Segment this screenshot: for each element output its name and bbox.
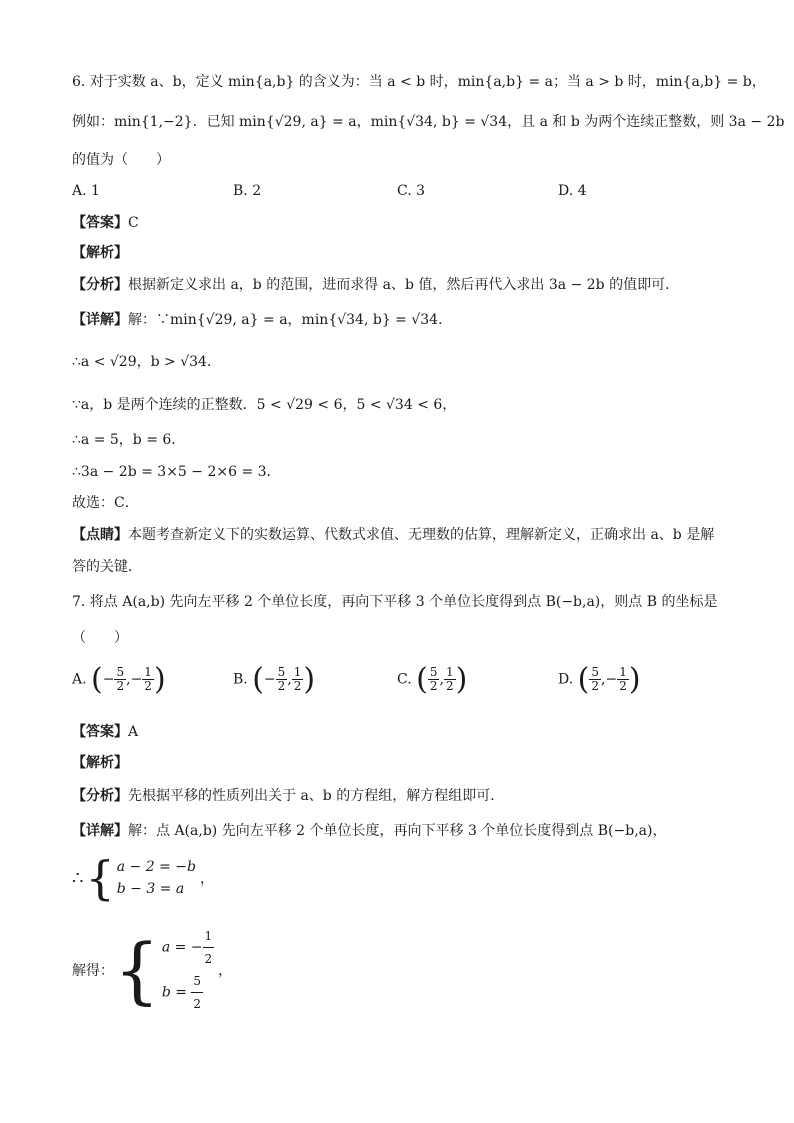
q7-option-c-x-den: 2 [429, 679, 438, 693]
q6-stem-line-2: 例如：min{1,−2}．已知 min{√29, a} = a，min{√34, b} = √34，且 a 和 b 为两个连续正整数，则 3a − 2b [72, 114, 785, 130]
q6-fenxi-label: 【分析】 [72, 277, 128, 293]
q7-option-c-y-den: 2 [445, 679, 454, 693]
q7-option-d-y-sign: − [605, 671, 618, 688]
q6-dianjing-line-2: 答的关键． [72, 559, 142, 575]
q6-dianjing-row [72, 525, 734, 545]
q6-xiangjie-line-6: 故选：C． [72, 495, 139, 511]
q7-equation-tail: ， [199, 871, 214, 887]
left-brace-icon: { [85, 851, 115, 905]
q7-solution-b-num: 5 [191, 970, 203, 993]
q7-option-b-x-num: 5 [277, 665, 286, 679]
q6-answer-label: 【答案】 [72, 215, 128, 231]
q6-dianjing-line-1: 本题考查新定义下的实数运算、代数式求值、无理数的估算，理解新定义，正确求出 a、b 是解 [128, 527, 715, 543]
q7-option-b-label: B. [233, 671, 248, 688]
q7-option-b-y-num: 1 [293, 665, 302, 679]
q6-xiangjie-row [72, 310, 734, 330]
q6-stem-line-3: 的值为（ ） [72, 152, 170, 168]
q7-option-a-x-den: 2 [116, 679, 125, 693]
q7-answer-row [72, 722, 734, 742]
q7-xiangjie-label: 【详解】 [72, 823, 128, 839]
q6-answer-row [72, 213, 734, 233]
q7-solution-b-den: 2 [193, 997, 202, 1011]
q7-solution-rows [162, 925, 214, 1015]
q7-answer-label: 【答案】 [72, 724, 128, 740]
q7-option-a-label: A. [72, 671, 87, 688]
q7-equation-rows [117, 856, 196, 900]
q7-option-b-y-den: 2 [293, 679, 302, 693]
q7-option-d-x-den: 2 [591, 679, 599, 693]
q7-solution-a-den: 2 [204, 952, 213, 966]
q7-option-d-label: D. [558, 671, 574, 688]
q6-xiangjie-line-3: ∵a，b 是两个连续的正整数．5 < √29 < 6，5 < √34 < 6， [72, 397, 457, 413]
left-brace-icon-large: { [114, 928, 160, 1012]
q6-option-d: D. 4 [558, 183, 587, 199]
q7-xiangjie-row [72, 821, 734, 841]
q7-option-b-x-den: 2 [277, 679, 286, 693]
q7-solution-a-num: 1 [203, 925, 215, 948]
q7-solution-system [72, 925, 232, 1015]
q7-option-b-x-sign: − [263, 671, 276, 688]
q6-xiangjie-label: 【详解】 [72, 312, 128, 328]
q6-xiangjie-line-1: 解：∵min{√29, a} = a，min{√34, b} = √34． [128, 312, 453, 328]
q7-analysis-heading: 【解析】 [72, 755, 128, 771]
q6-answer-value: C [128, 215, 139, 231]
therefore-symbol: ∴ [72, 867, 84, 889]
q6-xiangjie-line-5: ∴3a − 2b = 3×5 − 2×6 = 3． [72, 464, 281, 480]
q6-xiangjie-line-2: ∴a < √29，b > √34． [72, 354, 221, 370]
q6-xiangjie-line-4: ∴a = 5，b = 6． [72, 432, 186, 448]
q7-option-b: B. (− $\frac{5}{2}$ , $\frac{1}{2}$ ) [233, 662, 316, 697]
q7-option-a-y-sign: − [130, 671, 143, 688]
q7-solution-a-lhs: a = − [161, 939, 203, 956]
q7-solution-b-lhs: b = [161, 984, 187, 1001]
q6-analysis-label [72, 243, 734, 263]
q7-fenxi-row [72, 786, 734, 806]
q7-stem-line-2: （ ） [72, 630, 128, 646]
q6-option-b: B. 2 [233, 183, 262, 199]
q7-analysis-label [72, 753, 734, 773]
q7-equation-row-1: a − 2 = −b [116, 859, 196, 875]
q7-equation-row-2: b − 3 = a [116, 881, 185, 897]
q7-option-c-y-num: 1 [445, 665, 454, 679]
q7-solution-row-a [162, 925, 214, 970]
q7-option-d: D. ( $\frac{5}{2}$ ,− $\frac{1}{2}$ ) [558, 662, 641, 697]
q7-option-a-x-sign: − [102, 671, 115, 688]
q7-option-d-x-num: 5 [591, 665, 599, 679]
q6-option-c: C. 3 [397, 183, 426, 199]
q7-option-a: A. (− $\frac{5}{2}$ ,− $\frac{1}{2}$ ) [72, 662, 166, 697]
q6-stem-line-1: 6. 对于实数 a、b，定义 min{a,b} 的含义为：当 a < b 时，min{a,b} = a；当 a > b 时，min{a,b} = b， [72, 74, 766, 90]
q7-option-c: C. ( $\frac{5}{2}$ , $\frac{1}{2}$ ) [397, 662, 468, 697]
q7-xiangjie-line-1: 解：点 A(a,b) 先向左平移 2 个单位长度，再向下平移 3 个单位长度得到点 B(−b,a)， [128, 823, 667, 839]
q7-option-d-y-den: 2 [619, 679, 627, 693]
q6-fenxi-row [72, 275, 734, 295]
q7-answer-value: A [128, 724, 139, 740]
q6-analysis-heading: 【解析】 [72, 245, 128, 261]
q7-option-c-label: C. [397, 671, 412, 688]
q6-fenxi-text: 根据新定义求出 a，b 的范围，进而求得 a、b 值，然后再代入求出 3a − 2b 的值即可． [128, 277, 680, 293]
q7-fenxi-label: 【分析】 [72, 788, 128, 804]
q7-stem-line-1: 7. 将点 A(a,b) 先向左平移 2 个单位长度，再向下平移 3 个单位长度得到点 B(−b,a)，则点 B 的坐标是 [72, 594, 718, 610]
q7-option-a-y-num: 1 [144, 665, 152, 679]
q7-equation-system [72, 851, 214, 905]
q7-solution-row-b [162, 970, 214, 1015]
q6-option-a: A. 1 [72, 183, 100, 199]
q7-solve-label: 解得： [72, 963, 114, 979]
q7-option-c-x-num: 5 [429, 665, 438, 679]
q7-solution-tail: ， [218, 963, 233, 979]
q7-option-a-x-num: 5 [116, 665, 125, 679]
q7-option-d-y-num: 1 [619, 665, 627, 679]
q7-fenxi-text: 先根据平移的性质列出关于 a、b 的方程组，解方程组即可． [128, 788, 505, 804]
q7-option-a-y-den: 2 [144, 679, 152, 693]
q6-dianjing-label: 【点睛】 [72, 527, 128, 543]
